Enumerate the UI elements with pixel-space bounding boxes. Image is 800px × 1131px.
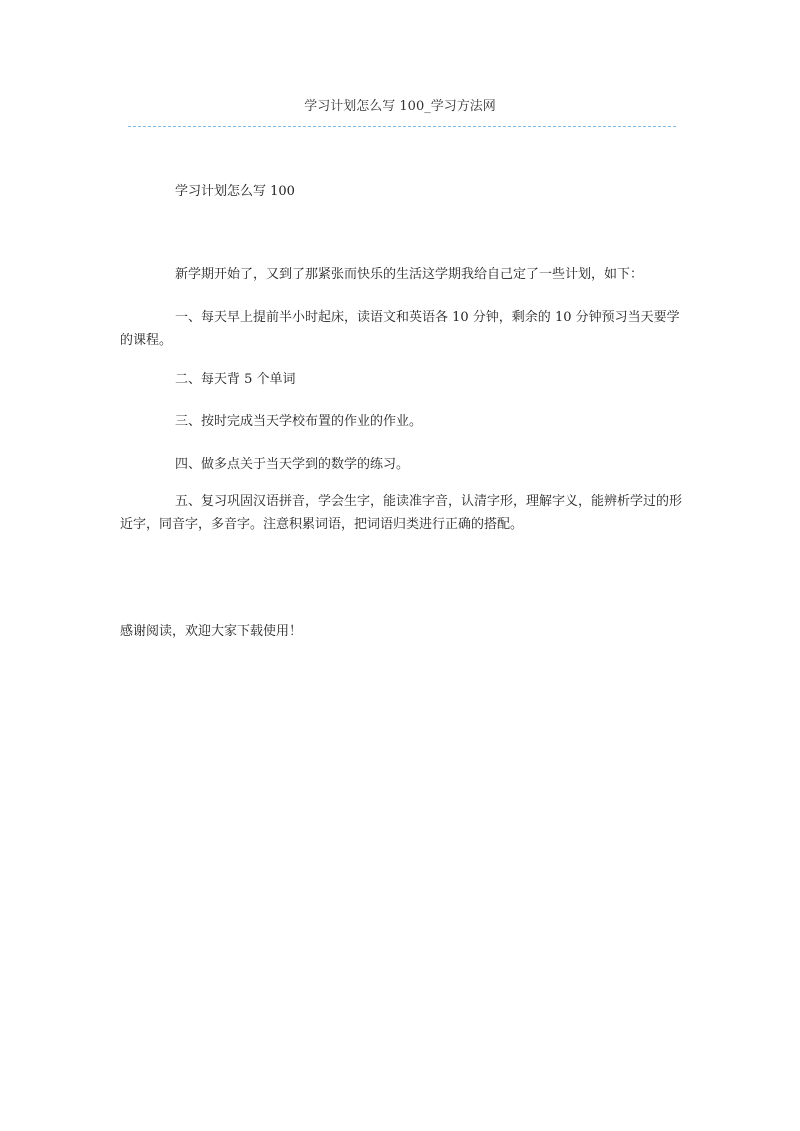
header-divider — [128, 126, 676, 127]
paragraph-item-1: 一、每天早上提前半小时起床，读语文和英语各 10 分钟，剩余的 10 分钟预习当天要学的课程。 — [120, 310, 680, 348]
document-title: 学习计划怎么写 100 — [175, 184, 295, 199]
paragraph-intro: 新学期开始了，又到了那紧张而快乐的生活这学期我给自己定了一些计划，如下： — [175, 267, 644, 282]
paragraph-item-3: 三、按时完成当天学校布置的作业的作业。 — [175, 414, 423, 429]
paragraph-item-2: 二、每天背 5 个单词 — [175, 372, 296, 387]
paragraph-item-4: 四、做多点关于当天学到的数学的练习。 — [175, 457, 410, 472]
page-header-title: 学习计划怎么写 100_学习方法网 — [304, 99, 496, 114]
paragraph-item-5: 五、复习巩固汉语拼音，学会生字，能读准字音，认清字形，理解字义，能辨析学过的形近字，同音字，多音字。注意积累词语，把词语归类进行正确的搭配。 — [120, 494, 683, 532]
closing-note: 感谢阅读，欢迎大家下载使用！ — [120, 624, 303, 639]
